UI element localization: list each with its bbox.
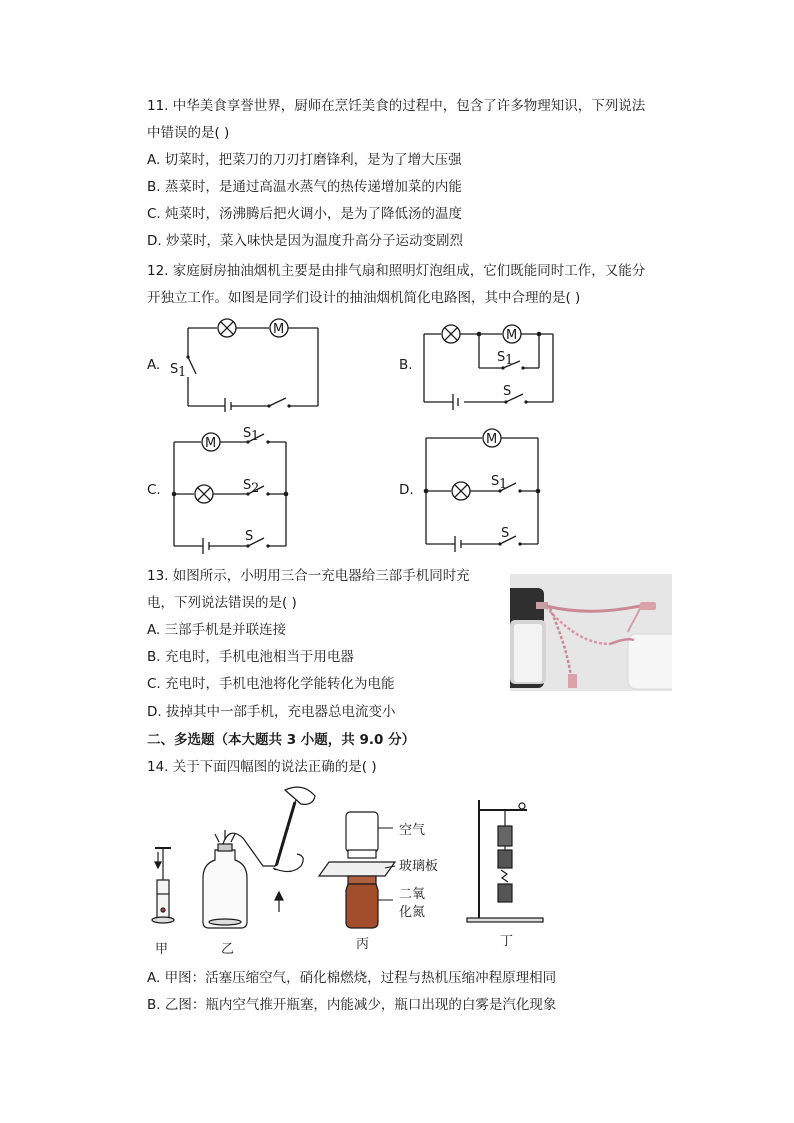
circuit-b-diagram: [418, 318, 563, 410]
q13-option-d: D. 拔掉其中一部手机，充电器总电流变小: [147, 704, 396, 720]
figure-bing-no2-label-2: 化氮: [399, 905, 426, 920]
circuit-c-switch-s2-sub: 2: [251, 481, 260, 496]
section-multi-choice-heading: 二、多选题（本大题共 3 小题，共 9.0 分）: [147, 732, 416, 748]
circuit-d-diagram: [420, 426, 545, 556]
circuit-b-motor-symbol: M: [506, 328, 518, 343]
q12-stem-line2: 开独立工作。如图是同学们设计的抽油烟机简化电路图，其中合理的是( ): [147, 290, 581, 306]
circuit-c-label: C.: [147, 482, 161, 498]
q13-option-b: B. 充电时，手机电池相当于用电器: [147, 649, 354, 665]
figure-bing-jars: [319, 812, 395, 928]
figure-yi-bottle: [203, 787, 315, 928]
circuit-c-switch-s1: S: [243, 426, 252, 441]
circuit-a-motor-symbol: M: [273, 322, 285, 337]
q14-option-a: A. 甲图：活塞压缩空气，硝化棉燃烧，过程与热机压缩冲程原理相同: [147, 970, 557, 986]
q11-option-a: A. 切菜时，把菜刀的刀刃打磨锋利，是为了增大压强: [147, 152, 462, 168]
circuit-b-switch-s: S: [503, 384, 512, 399]
q13-stem-line1: 13. 如图所示，小明用三合一充电器给三部手机同时充: [147, 568, 470, 584]
circuit-c-switch-s: S: [245, 529, 254, 544]
q12-stem-line1: 12. 家庭厨房抽油烟机主要是由排气扇和照明灯泡组成，它们既能同时工作，又能分: [147, 263, 646, 279]
q11-option-c: C. 炖菜时，汤沸腾后把火调小，是为了降低汤的温度: [147, 206, 463, 222]
figure-jia-piston: [152, 848, 174, 923]
q13-option-a: A. 三部手机是并联连接: [147, 622, 287, 638]
charger-photo: [510, 574, 672, 691]
circuit-d-label: D.: [399, 482, 414, 498]
figure-bing-glass-label: 玻璃板: [399, 859, 439, 874]
charger-photo-art: [510, 574, 672, 691]
figure-yi-label: 乙: [221, 942, 235, 957]
circuit-b-switch-s1: S: [497, 350, 506, 365]
q11-stem-line1: 11. 中华美食享誉世界，厨师在烹饪美食的过程中，包含了许多物理知识，下列说法: [147, 98, 646, 114]
q11-option-d: D. 炒菜时，菜入味快是因为温度升高分子运动变剧烈: [147, 233, 463, 249]
circuit-a-diagram: [165, 312, 325, 412]
figure-bing-label: 丙: [356, 937, 370, 952]
circuit-c-motor-symbol: M: [205, 436, 217, 451]
circuit-b-switch-s1-sub: 1: [505, 353, 514, 368]
q13-option-c: C. 充电时，手机电池将化学能转化为电能: [147, 676, 395, 692]
circuit-d-switch-s: S: [501, 526, 510, 541]
figure-bing-no2-label-1: 二氧: [399, 887, 426, 902]
q14-stem: 14. 关于下面四幅图的说法正确的是( ): [147, 759, 377, 775]
circuit-b-label: B.: [399, 357, 413, 373]
figure-jia-label: 甲: [155, 942, 169, 957]
q13-stem-line2: 电，下列说法错误的是( ): [147, 595, 297, 611]
circuit-a-label: A.: [147, 357, 161, 373]
circuit-a-switch-s1: S: [170, 362, 179, 377]
circuit-d-switch-s1-sub: 1: [499, 477, 508, 492]
figure-ding-label: 丁: [500, 934, 514, 949]
figure-bing-air-label: 空气: [399, 823, 426, 838]
q14-figure-set: [145, 782, 565, 957]
circuit-d-motor-symbol: M: [486, 432, 498, 447]
circuit-d-switch-s1: S: [491, 474, 500, 489]
figure-ding-lead-blocks: [467, 800, 543, 922]
q11-option-b: B. 蒸菜时，是通过高温水蒸气的热传递增加菜的内能: [147, 179, 462, 195]
circuit-c-diagram: [168, 426, 293, 556]
circuit-a-switch-s1-sub: 1: [178, 365, 187, 380]
circuit-c-switch-s1-sub: 1: [251, 429, 260, 444]
circuit-c-switch-s2: S: [243, 478, 252, 493]
q14-option-b: B. 乙图：瓶内空气推开瓶塞，内能减少，瓶口出现的白雾是汽化现象: [147, 997, 557, 1013]
q11-stem-line2: 中错误的是( ): [147, 125, 230, 141]
